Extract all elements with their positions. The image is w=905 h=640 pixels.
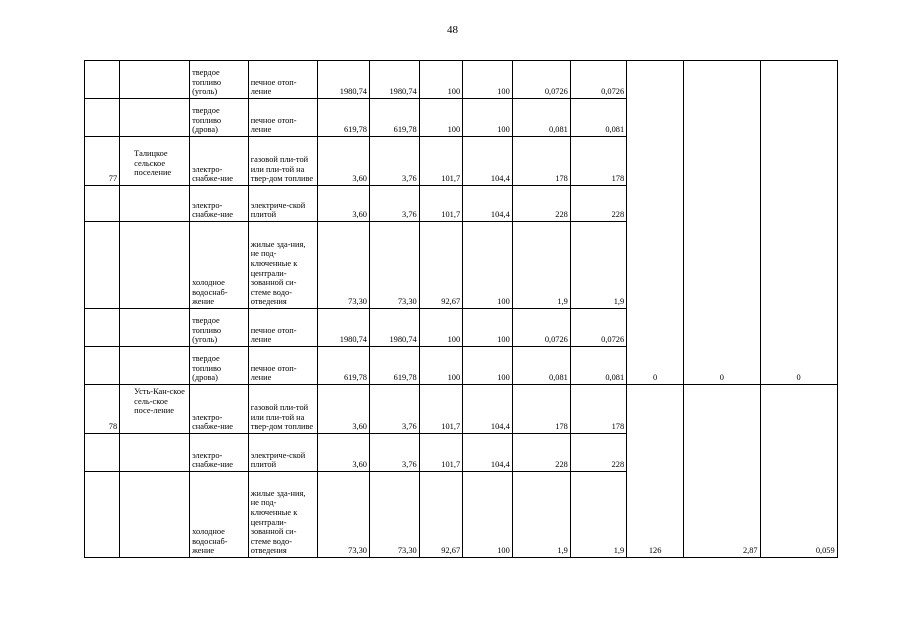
row-number-cell [85,309,120,347]
percent-1-cell: 101,7 [419,434,462,472]
percent-1-cell: 100 [419,309,462,347]
percent-1-cell: 92,67 [419,222,462,309]
row-number-cell [85,472,120,558]
consumption-type-cell: газовой пли-той или пли-той на твер-дом топливе [248,385,317,434]
row-number-cell [85,186,120,222]
page-number: 48 [447,24,458,36]
norm-1-cell: 178 [512,385,570,434]
norm-2-cell: 1,9 [570,222,626,309]
percent-2-cell: 104,4 [463,186,513,222]
norm-1-cell: 228 [512,186,570,222]
service-cell: холодное водоснаб-жение [190,472,249,558]
norm-2-cell: 228 [570,186,626,222]
norm-1-cell: 1,9 [512,472,570,558]
value-2-cell: 619,78 [369,347,419,385]
percent-2-cell: 104,4 [463,385,513,434]
row-number-cell: 77 [85,137,120,186]
service-cell: твердое топливо (дрова) [190,347,249,385]
consumption-type-cell: жилые зда-ния, не под-ключенные к централи-зованной си-стеме водо-отведения [248,222,317,309]
service-cell: электро-снабже-ние [190,186,249,222]
value-1-cell: 1980,74 [317,61,369,99]
percent-1-cell: 101,7 [419,186,462,222]
value-2-cell: 1980,74 [369,309,419,347]
settlement-cell: Талицкое сельское поселение [120,137,190,186]
summary-cell-c: 0 [760,61,837,385]
value-1-cell: 3,60 [317,137,369,186]
row-number-cell: 78 [85,385,120,434]
summary-cell-c: 0,059 [760,385,837,558]
norm-1-cell: 178 [512,137,570,186]
norm-1-cell: 0,0726 [512,61,570,99]
value-1-cell: 3,60 [317,385,369,434]
service-cell: электро-снабже-ние [190,434,249,472]
settlement-cell: Усть-Кан-ское сель-ское посе-ление [120,385,190,434]
value-1-cell: 73,30 [317,222,369,309]
percent-2-cell: 104,4 [463,137,513,186]
value-2-cell: 73,30 [369,472,419,558]
norm-1-cell: 0,0726 [512,309,570,347]
consumption-type-cell: печное отоп-ление [248,99,317,137]
settlement-cell [120,472,190,558]
value-2-cell: 73,30 [369,222,419,309]
table-row [85,385,905,434]
norm-2-cell: 0,0726 [570,309,626,347]
value-2-cell: 3,76 [369,186,419,222]
consumption-type-cell: газовой пли-той или пли-той на твер-дом топливе [248,137,317,186]
settlement-cell [120,309,190,347]
summary-cell-a: 0 [627,61,684,385]
norm-2-cell: 0,081 [570,99,626,137]
percent-1-cell: 101,7 [419,385,462,434]
value-2-cell: 3,76 [369,385,419,434]
percent-2-cell: 100 [463,309,513,347]
percent-1-cell: 92,67 [419,472,462,558]
settlement-cell [120,347,190,385]
settlement-cell [120,99,190,137]
service-cell: твердое топливо (уголь) [190,61,249,99]
row-number-cell [85,99,120,137]
service-cell: твердое топливо (дрова) [190,99,249,137]
value-1-cell: 73,30 [317,472,369,558]
value-1-cell: 1980,74 [317,309,369,347]
settlement-cell [120,61,190,99]
norm-2-cell: 228 [570,434,626,472]
consumption-type-cell: электриче-ской плитой [248,434,317,472]
value-2-cell: 3,76 [369,434,419,472]
percent-1-cell: 101,7 [419,137,462,186]
value-1-cell: 3,60 [317,186,369,222]
percent-1-cell: 100 [419,99,462,137]
summary-cell-b: 2,87 [684,385,761,558]
value-2-cell: 3,76 [369,137,419,186]
norm-2-cell: 178 [570,385,626,434]
value-1-cell: 3,60 [317,434,369,472]
summary-cell-b: 0 [684,61,761,385]
service-cell: холодное водоснаб-жение [190,222,249,309]
row-number-cell [85,347,120,385]
norm-2-cell: 1,9 [570,472,626,558]
value-1-cell: 619,78 [317,347,369,385]
percent-2-cell: 100 [463,61,513,99]
settlement-cell [120,434,190,472]
percent-1-cell: 100 [419,61,462,99]
value-2-cell: 619,78 [369,99,419,137]
settlement-cell [120,186,190,222]
value-1-cell: 619,78 [317,99,369,137]
row-number-cell [85,434,120,472]
service-cell: электро-снабже-ние [190,137,249,186]
summary-cell-a: 126 [627,385,684,558]
tariff-table [84,60,905,558]
norm-1-cell: 1,9 [512,222,570,309]
norm-1-cell: 0,081 [512,99,570,137]
percent-2-cell: 100 [463,222,513,309]
row-number-cell [85,222,120,309]
row-number-cell [85,61,120,99]
consumption-type-cell: электриче-ской плитой [248,186,317,222]
table-row [85,61,905,99]
norm-2-cell: 178 [570,137,626,186]
consumption-type-cell: жилые зда-ния, не под-ключенные к централи-зованной си-стеме водо-отведения [248,472,317,558]
value-2-cell: 1980,74 [369,61,419,99]
norm-1-cell: 0,081 [512,347,570,385]
consumption-type-cell: печное отоп-ление [248,61,317,99]
percent-1-cell: 100 [419,347,462,385]
percent-2-cell: 100 [463,472,513,558]
percent-2-cell: 104,4 [463,434,513,472]
consumption-type-cell: печное отоп-ление [248,309,317,347]
norm-1-cell: 228 [512,434,570,472]
norm-2-cell: 0,0726 [570,61,626,99]
percent-2-cell: 100 [463,347,513,385]
service-cell: твердое топливо (уголь) [190,309,249,347]
service-cell: электро-снабже-ние [190,385,249,434]
settlement-cell [120,222,190,309]
consumption-type-cell: печное отоп-ление [248,347,317,385]
norm-2-cell: 0,081 [570,347,626,385]
percent-2-cell: 100 [463,99,513,137]
